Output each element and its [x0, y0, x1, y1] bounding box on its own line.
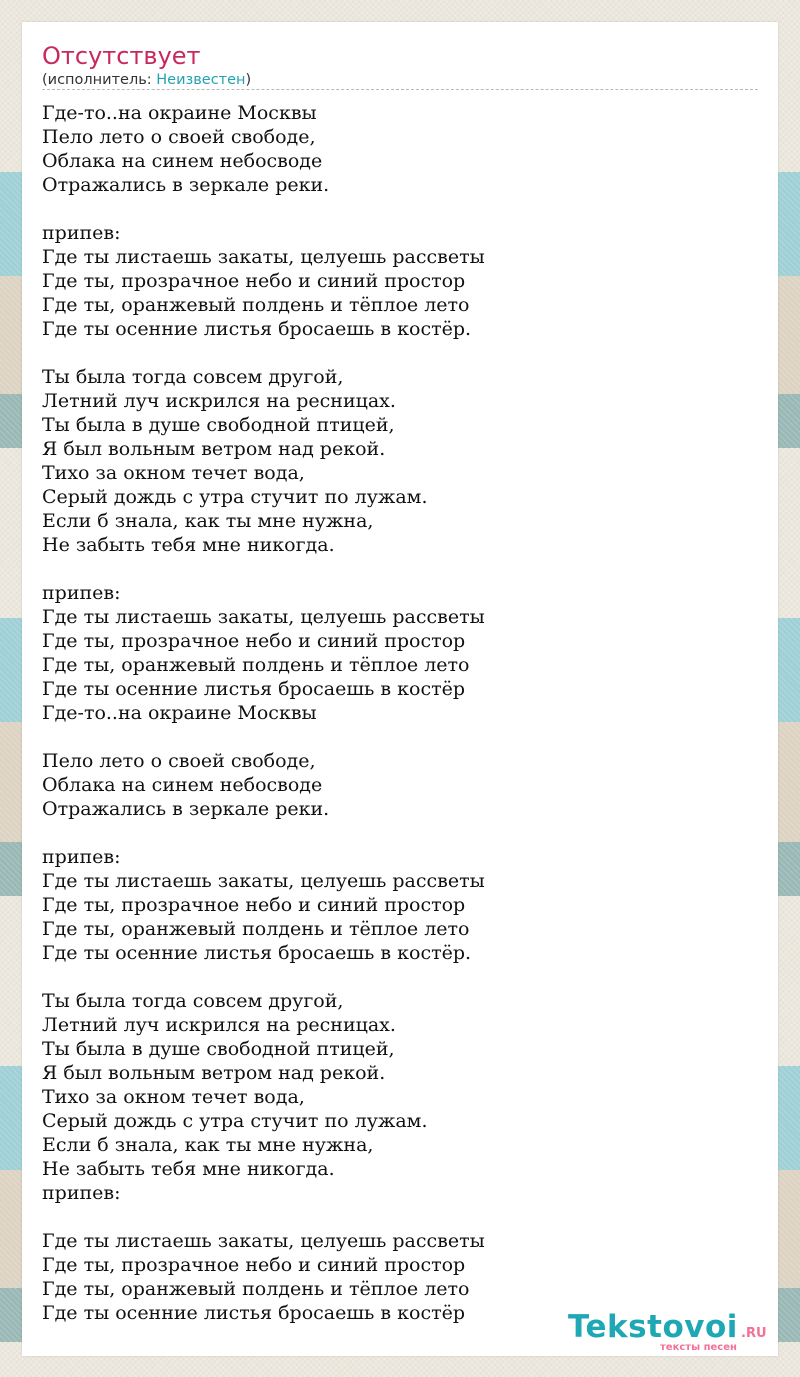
song-title: Отсутствует	[42, 42, 201, 70]
logo-tld: .RU	[741, 1326, 767, 1341]
artist-link[interactable]: Неизвестен	[156, 72, 246, 88]
site-logo[interactable]	[568, 1310, 778, 1360]
lyrics-text: Где-то..на окраине Москвы Пело лето о своей свободе, Облака на синем небосводе Отражались в зеркале реки. припев: Где ты листаешь закаты, целуешь рассветы Где ты, прозрачное небо и синий простор Где ты, оранжевый полдень и тёплое лето Где ты осенние листья бросаешь в костёр. Ты была тогда совсем другой, Летний луч искрился на ресницах. Ты была в душе свободной птицей, Я был вольным ветром над рекой. Тихо за окном течет вода, Серый дождь с утра стучит по лужам. Если б знала, как ты мне нужна, Не забыть тебя мне никогда. припев: Где ты листаешь закаты, целуешь рассветы Где ты, прозрачное небо и синий простор Где ты, оранжевый полдень и тёплое лето Где ты осенние листья бросаешь в костёр Где-то..на окраине Москвы Пело лето о своей свободе, Облака на синем небосводе Отражались в зеркале реки. припев: Где ты листаешь закаты, целуешь рассветы Где ты, прозрачное небо и синий простор Где ты, оранжевый полдень и тёплое лето Где ты осенние листья бросаешь в костёр. Ты была тогда совсем другой, Летний луч искрился на ресницах. Ты была в душе свободной птицей, Я был вольным ветром над рекой. Тихо за окном течет вода, Серый дождь с утра стучит по лужам. Если б знала, как ты мне нужна, Не забыть тебя мне никогда. припев: Где ты листаешь закаты, целуешь рассветы Где ты, прозрачное небо и синий простор Где ты, оранжевый полдень и тёплое лето Где ты осенние листья бросаешь в костёр	[42, 102, 485, 1324]
artist-suffix: )	[245, 72, 252, 88]
title-divider	[42, 89, 758, 90]
artist-line	[42, 70, 251, 90]
artist-prefix: (исполнитель:	[42, 72, 157, 88]
lyrics-card	[22, 22, 778, 1356]
logo-wordmark: Tekstovoi	[568, 1309, 738, 1345]
logo-tagline: тексты песен	[660, 1342, 737, 1353]
